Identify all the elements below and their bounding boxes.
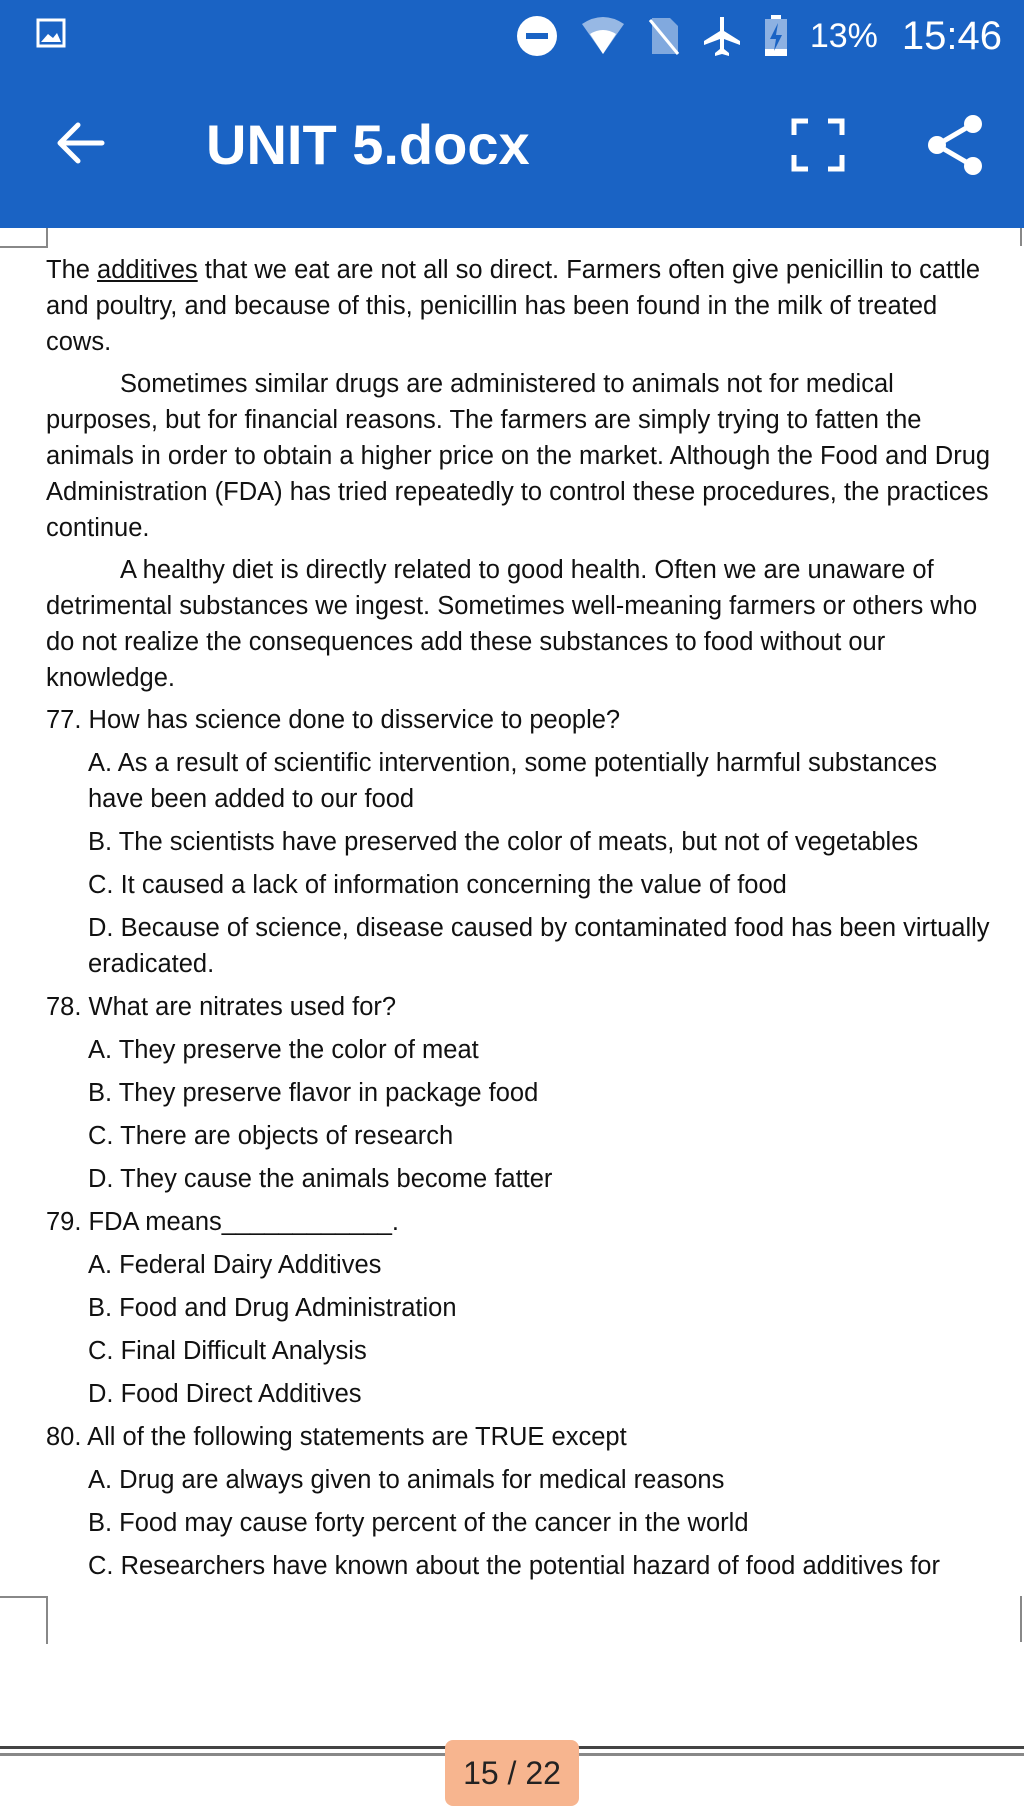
back-arrow-icon[interactable] [52, 115, 108, 171]
option: C. It caused a lack of information concerning the value of food [88, 871, 787, 899]
document-text [46, 252, 996, 1591]
page-corner-mark [1020, 1596, 1024, 1642]
underlined-word: additives [97, 256, 198, 284]
page-corner-mark [1020, 228, 1024, 246]
option: A. They preserve the color of meat [88, 1036, 479, 1064]
question-77: 77. How has science done to disservice to people? [46, 706, 621, 734]
paragraph-2: Sometimes similar drugs are administered to animals not for medical purposes, but for financial reasons. The farmers are simply trying to fatten the animals in order to obtain a higher price on the market. Although the Food and Drug Administration (FDA) has tried repeatedly to control these procedures, the practices continue. [46, 370, 991, 542]
clock: 15:46 [901, 13, 1002, 58]
option: B. The scientists have preserved the color of meats, but not of vegetables [88, 828, 919, 856]
no-sim-icon [648, 16, 680, 56]
fullscreen-icon[interactable] [790, 117, 846, 173]
document-page[interactable] [0, 228, 1024, 1748]
battery-percent: 13% [809, 16, 878, 55]
wifi-icon [580, 16, 626, 56]
option: B. Food and Drug Administration [88, 1294, 457, 1322]
paragraph-3: A healthy diet is directly related to good health. Often we are unaware of detrimental substances we ingest. Sometimes well-meaning farmers or others who do not realize the consequences add these substances to food without our knowledge. [46, 556, 978, 692]
question-80: 80. All of the following statements are TRUE except [46, 1423, 627, 1451]
document-title: UNIT 5.docx [206, 113, 530, 176]
paragraph-1: The additives that we eat are not all so direct. Farmers often give penicillin to cattle and poultry, and because of this, penicillin has been found in the milk of treated cows. [46, 256, 981, 356]
battery-charging-icon [764, 15, 788, 57]
do-not-disturb-icon [516, 15, 558, 57]
option: A. Federal Dairy Additives [88, 1251, 382, 1279]
option: B. They preserve flavor in package food [88, 1079, 539, 1107]
airplane-icon [702, 15, 742, 57]
page-corner-mark [0, 1596, 48, 1644]
toolbar [0, 72, 1024, 228]
option: A. Drug are always given to animals for medical reasons [88, 1466, 725, 1494]
option: C. Final Difficult Analysis [88, 1337, 367, 1365]
option: D. Because of science, disease caused by contaminated food has been virtually eradicated. [88, 914, 990, 978]
option: D. Food Direct Additives [88, 1380, 362, 1408]
option: B. Food may cause forty percent of the cancer in the world [88, 1509, 749, 1537]
option: D. They cause the animals become fatter [88, 1165, 553, 1193]
share-icon[interactable] [925, 112, 987, 178]
page-indicator: 15 / 22 [445, 1740, 579, 1806]
status-bar [0, 0, 1024, 72]
question-79: 79. FDA means____________. [46, 1208, 400, 1236]
page-corner-mark [0, 228, 48, 248]
question-78: 78. What are nitrates used for? [46, 993, 397, 1021]
app-bar [0, 0, 1024, 228]
gallery-icon [36, 18, 66, 48]
option: C. There are objects of research [88, 1122, 454, 1150]
option: A. As a result of scientific intervention, some potentially harmful substances have been added to our food [88, 749, 937, 813]
option: C. Researchers have known about the potential hazard of food additives for [88, 1552, 940, 1580]
